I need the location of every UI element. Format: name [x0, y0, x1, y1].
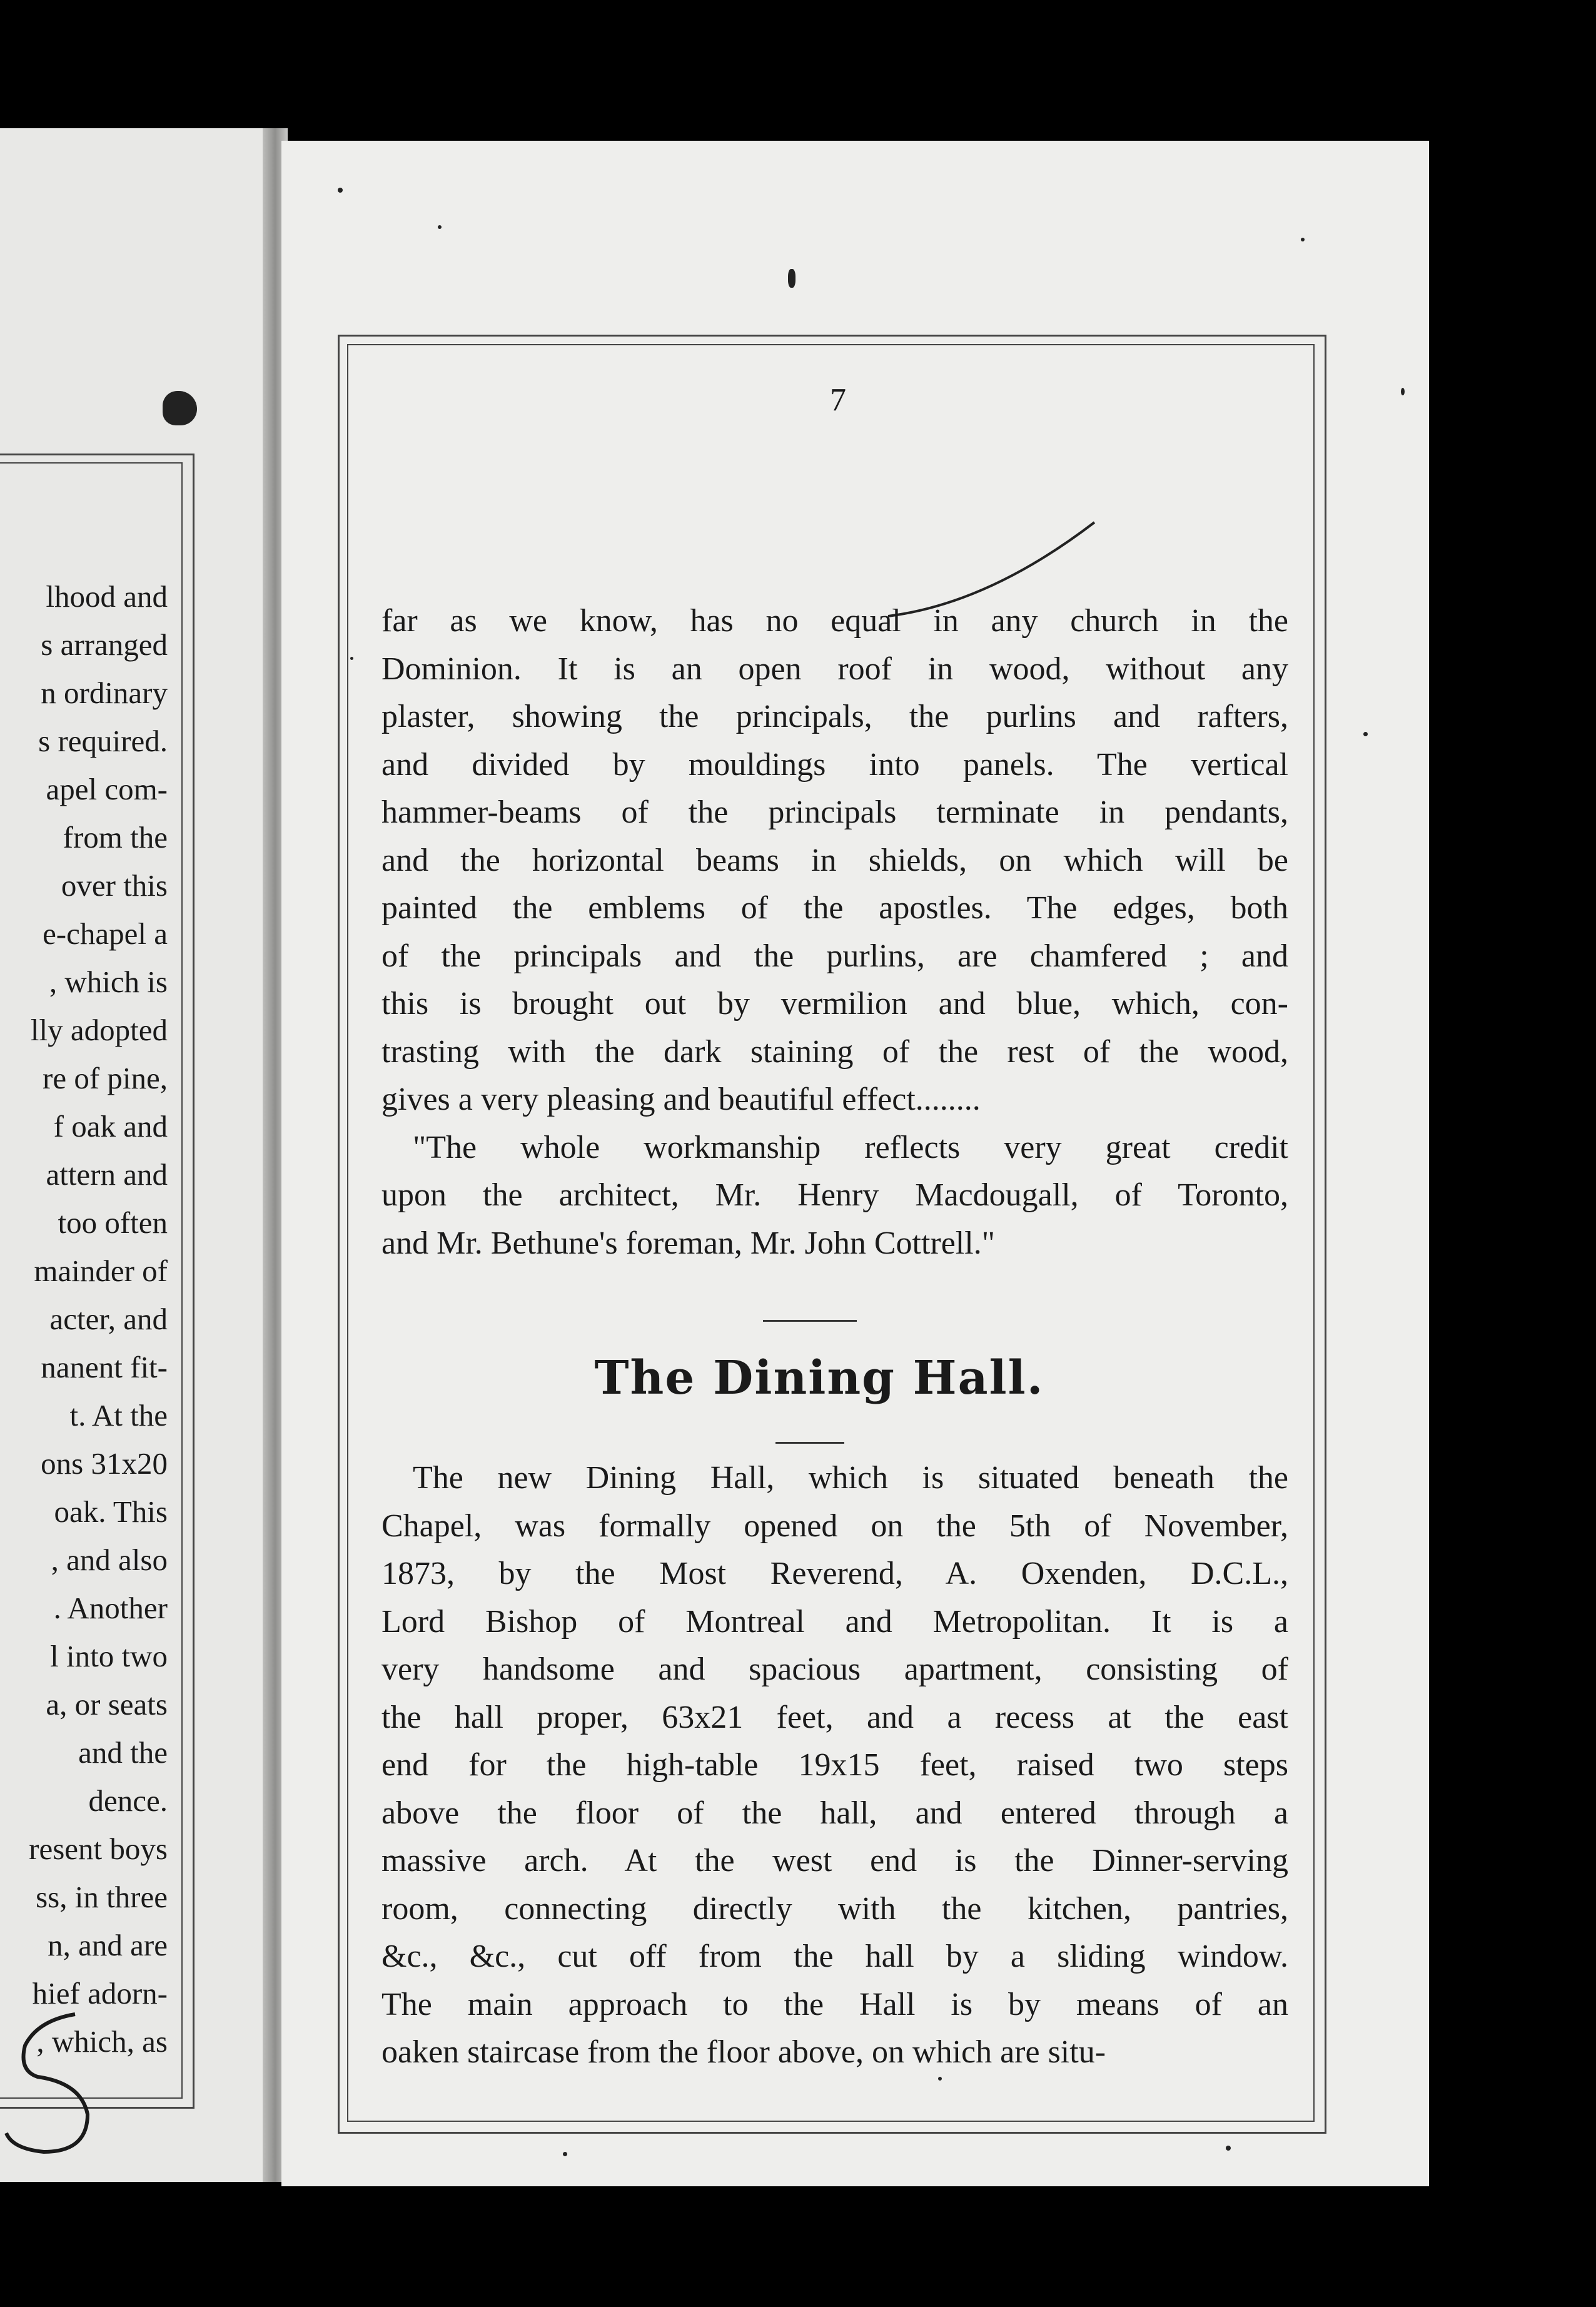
left-text-line: re of pine,	[43, 1061, 168, 1095]
left-text-line: resent boys	[29, 1832, 168, 1866]
text-line: The main approach to the Hall is by means of an	[381, 1986, 1288, 2022]
left-text-line: s required.	[38, 724, 168, 758]
quote-line: upon the architect, Mr. Henry Macdougall, of Toronto,	[381, 1177, 1288, 1213]
left-text-line: s arranged	[41, 627, 168, 662]
left-text-line: lhood and	[46, 579, 168, 614]
text-line: massive arch. At the west end is the Dinner-serving	[381, 1843, 1288, 1879]
upper-paragraph	[381, 597, 1288, 1267]
left-text-line: and the	[78, 1735, 168, 1770]
left-text-line: oak. This	[54, 1494, 168, 1529]
left-text-line: apel com-	[46, 772, 168, 806]
left-text-line: ons 31x20	[41, 1446, 168, 1481]
text-line: hammer-beams of the principals terminate in pendants,	[381, 794, 1288, 830]
left-text-line: ss, in three	[36, 1880, 168, 1914]
left-text-line: t. At the	[69, 1398, 168, 1432]
text-line: painted the emblems of the apostles. The edges, both	[381, 890, 1288, 926]
section-rule-bottom	[775, 1442, 844, 1444]
left-text-line: , and also	[51, 1543, 168, 1577]
left-text-line: , which is	[49, 965, 168, 999]
text-line: plaster, showing the principals, the purlins and rafters,	[381, 699, 1288, 734]
ink-blot	[163, 391, 197, 425]
text-line: Dominion. It is an open roof in wood, without any	[381, 651, 1288, 687]
quote-line: and Mr. Bethune's foreman, Mr. John Cottrell."	[381, 1225, 995, 1261]
text-line: trasting with the dark staining of the rest of the wood,	[381, 1033, 1288, 1070]
left-text-line: lly adopted	[30, 1013, 168, 1047]
section-rule-top	[763, 1320, 857, 1322]
left-text-line: from the	[63, 820, 168, 854]
left-text-line: too often	[58, 1205, 168, 1240]
text-line: oaken staircase from the floor above, on which are situ-	[381, 2034, 1106, 2070]
left-text-line: f oak and	[53, 1109, 168, 1143]
handwritten-mark	[0, 2002, 125, 2164]
text-line: The new Dining Hall, which is situated beneath the	[413, 1460, 1288, 1496]
left-text-line: acter, and	[49, 1302, 168, 1336]
left-text-line: l into two	[50, 1639, 168, 1673]
text-line: far as we know, has no equal in any church in the	[381, 603, 1288, 639]
left-text-line: e-chapel a	[43, 916, 168, 951]
left-text-line: . Another	[53, 1591, 168, 1625]
text-line: the hall proper, 63x21 feet, and a recess at the east	[381, 1699, 1288, 1735]
page-number: 7	[830, 382, 846, 418]
left-text-line: n ordinary	[41, 676, 168, 710]
left-text-line: , which, as	[36, 2024, 168, 2059]
text-line: very handsome and spacious apartment, consisting of	[381, 1651, 1288, 1687]
left-text-line: hief adorn-	[32, 1976, 168, 2010]
text-line: this is brought out by vermilion and blue, which, con-	[381, 986, 1288, 1022]
text-line: end for the high-table 19x15 feet, raised two steps	[381, 1747, 1288, 1783]
text-line: and the horizontal beams in shields, on which will be	[381, 842, 1288, 878]
text-line: Lord Bishop of Montreal and Metropolitan. It is a	[381, 1603, 1288, 1640]
text-line: 1873, by the Most Reverend, A. Oxenden, D.C.L.,	[381, 1556, 1288, 1591]
left-text-line: over this	[61, 868, 168, 903]
text-line: Chapel, was formally opened on the 5th of November,	[381, 1508, 1288, 1544]
left-text-line: nanent fit-	[41, 1350, 168, 1384]
text-line: &c., &c., cut off from the hall by a sliding window.	[381, 1939, 1288, 1974]
text-line: gives a very pleasing and beautiful effect........	[381, 1082, 981, 1117]
section-heading: The Dining Hall.	[594, 1351, 1044, 1405]
left-text-line: n, and are	[48, 1928, 168, 1962]
text-line: and divided by mouldings into panels. The vertical	[381, 746, 1288, 783]
left-text-line: attern and	[46, 1157, 168, 1192]
text-line: of the principals and the purlins, are chamfered ; and	[381, 938, 1288, 974]
lower-paragraph	[381, 1454, 1288, 2077]
left-page	[0, 128, 269, 2182]
left-text-line: mainder of	[34, 1254, 168, 1288]
quote-line: "The whole workmanship reflects very great credit	[413, 1129, 1288, 1165]
text-line: above the floor of the hall, and entered through a	[381, 1795, 1288, 1831]
left-page-text-column	[0, 572, 168, 2066]
left-text-line: dence.	[88, 1783, 168, 1818]
right-page	[281, 141, 1429, 2186]
left-text-line: a, or seats	[46, 1687, 168, 1721]
text-line: room, connecting directly with the kitchen, pantries,	[381, 1890, 1288, 1927]
